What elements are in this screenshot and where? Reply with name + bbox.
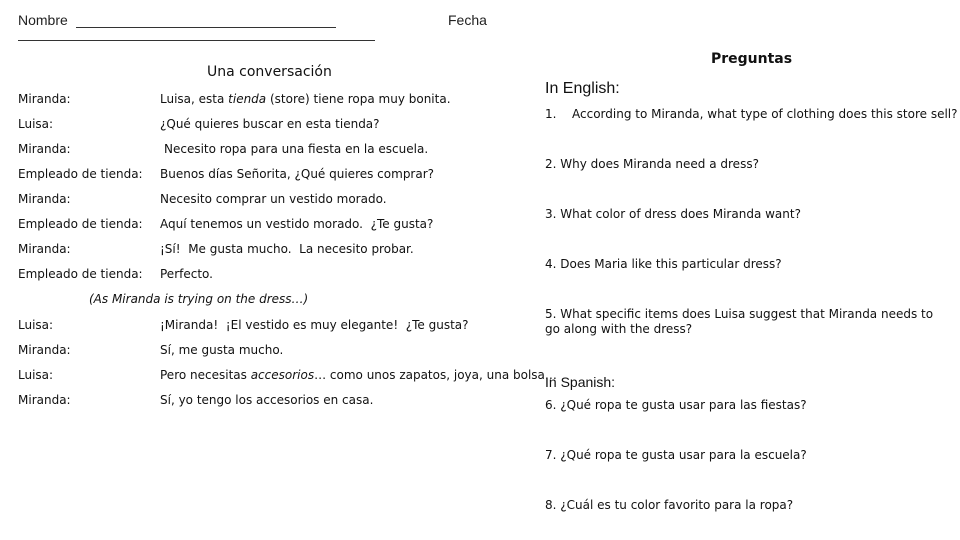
question-number: 1. xyxy=(545,107,557,121)
dialogue-line: ¡Miranda! ¡El vestido es muy elegante! ¿Te gusta? xyxy=(160,318,469,332)
speaker-label: Empleado de tienda: xyxy=(18,217,143,231)
speaker-label: Empleado de tienda: xyxy=(18,167,143,181)
dialogue-line: Sí, me gusta mucho. xyxy=(160,343,284,357)
italic-word: accesorios xyxy=(250,368,315,382)
dialogue-line: Pero necesitas accesorios… como unos zapatos, joya, una bolsa… xyxy=(160,368,557,382)
date-label: Fecha xyxy=(448,12,487,28)
in-spanish-label: In Spanish: xyxy=(545,374,616,390)
conversation-title: Una conversación xyxy=(207,64,332,80)
question-4: 4. Does Maria like this particular dress? xyxy=(545,257,782,271)
speaker-label: Miranda: xyxy=(18,192,71,206)
question-6: 6. ¿Qué ropa te gusta usar para las fiestas? xyxy=(545,398,807,412)
speaker-label: Empleado de tienda: xyxy=(18,267,143,281)
dialogue-line: Necesito ropa para una fiesta en la escuela. xyxy=(164,142,429,156)
speaker-label: Miranda: xyxy=(18,343,71,357)
dialogue-line: Luisa, esta tienda (store) tiene ropa muy bonita. xyxy=(160,92,451,106)
dialogue-line: ¡Sí! Me gusta mucho. La necesito probar. xyxy=(160,242,414,256)
questions-title: Preguntas xyxy=(711,51,793,67)
question-8: 8. ¿Cuál es tu color favorito para la ropa? xyxy=(545,498,794,512)
name-label: Nombre xyxy=(18,12,68,28)
speaker-label: Luisa: xyxy=(18,318,54,332)
question-7: 7. ¿Qué ropa te gusta usar para la escuela? xyxy=(545,448,807,462)
dialogue-line: Perfecto. xyxy=(160,267,213,281)
speaker-label: Luisa: xyxy=(18,117,54,131)
stage-direction: (As Miranda is trying on the dress…) xyxy=(89,292,309,306)
question-1: According to Miranda, what type of clothing does this store sell? xyxy=(572,107,958,121)
name-field-line[interactable] xyxy=(76,27,336,28)
speaker-label: Miranda: xyxy=(18,92,71,106)
dialogue-line: Necesito comprar un vestido morado. xyxy=(160,192,387,206)
question-3: 3. What color of dress does Miranda want? xyxy=(545,207,801,221)
question-5: 5. What specific items does Luisa suggest that Miranda needs to go along with the dress? xyxy=(545,307,934,336)
speaker-label: Luisa: xyxy=(18,368,54,382)
italic-word: tienda xyxy=(228,92,267,106)
dialogue-line: Buenos días Señorita, ¿Qué quieres comprar? xyxy=(160,167,435,181)
speaker-label: Miranda: xyxy=(18,242,71,256)
speaker-label: Miranda: xyxy=(18,393,71,407)
dialogue-line: Aquí tenemos un vestido morado. ¿Te gusta? xyxy=(160,217,434,231)
dialogue-line: Sí, yo tengo los accesorios en casa. xyxy=(160,393,374,407)
dialogue-line: ¿Qué quieres buscar en esta tienda? xyxy=(160,117,380,131)
speaker-label: Miranda: xyxy=(18,142,71,156)
name-field-line-continued[interactable] xyxy=(18,40,375,41)
in-english-label: In English: xyxy=(545,80,620,97)
question-2: 2. Why does Miranda need a dress? xyxy=(545,157,759,171)
